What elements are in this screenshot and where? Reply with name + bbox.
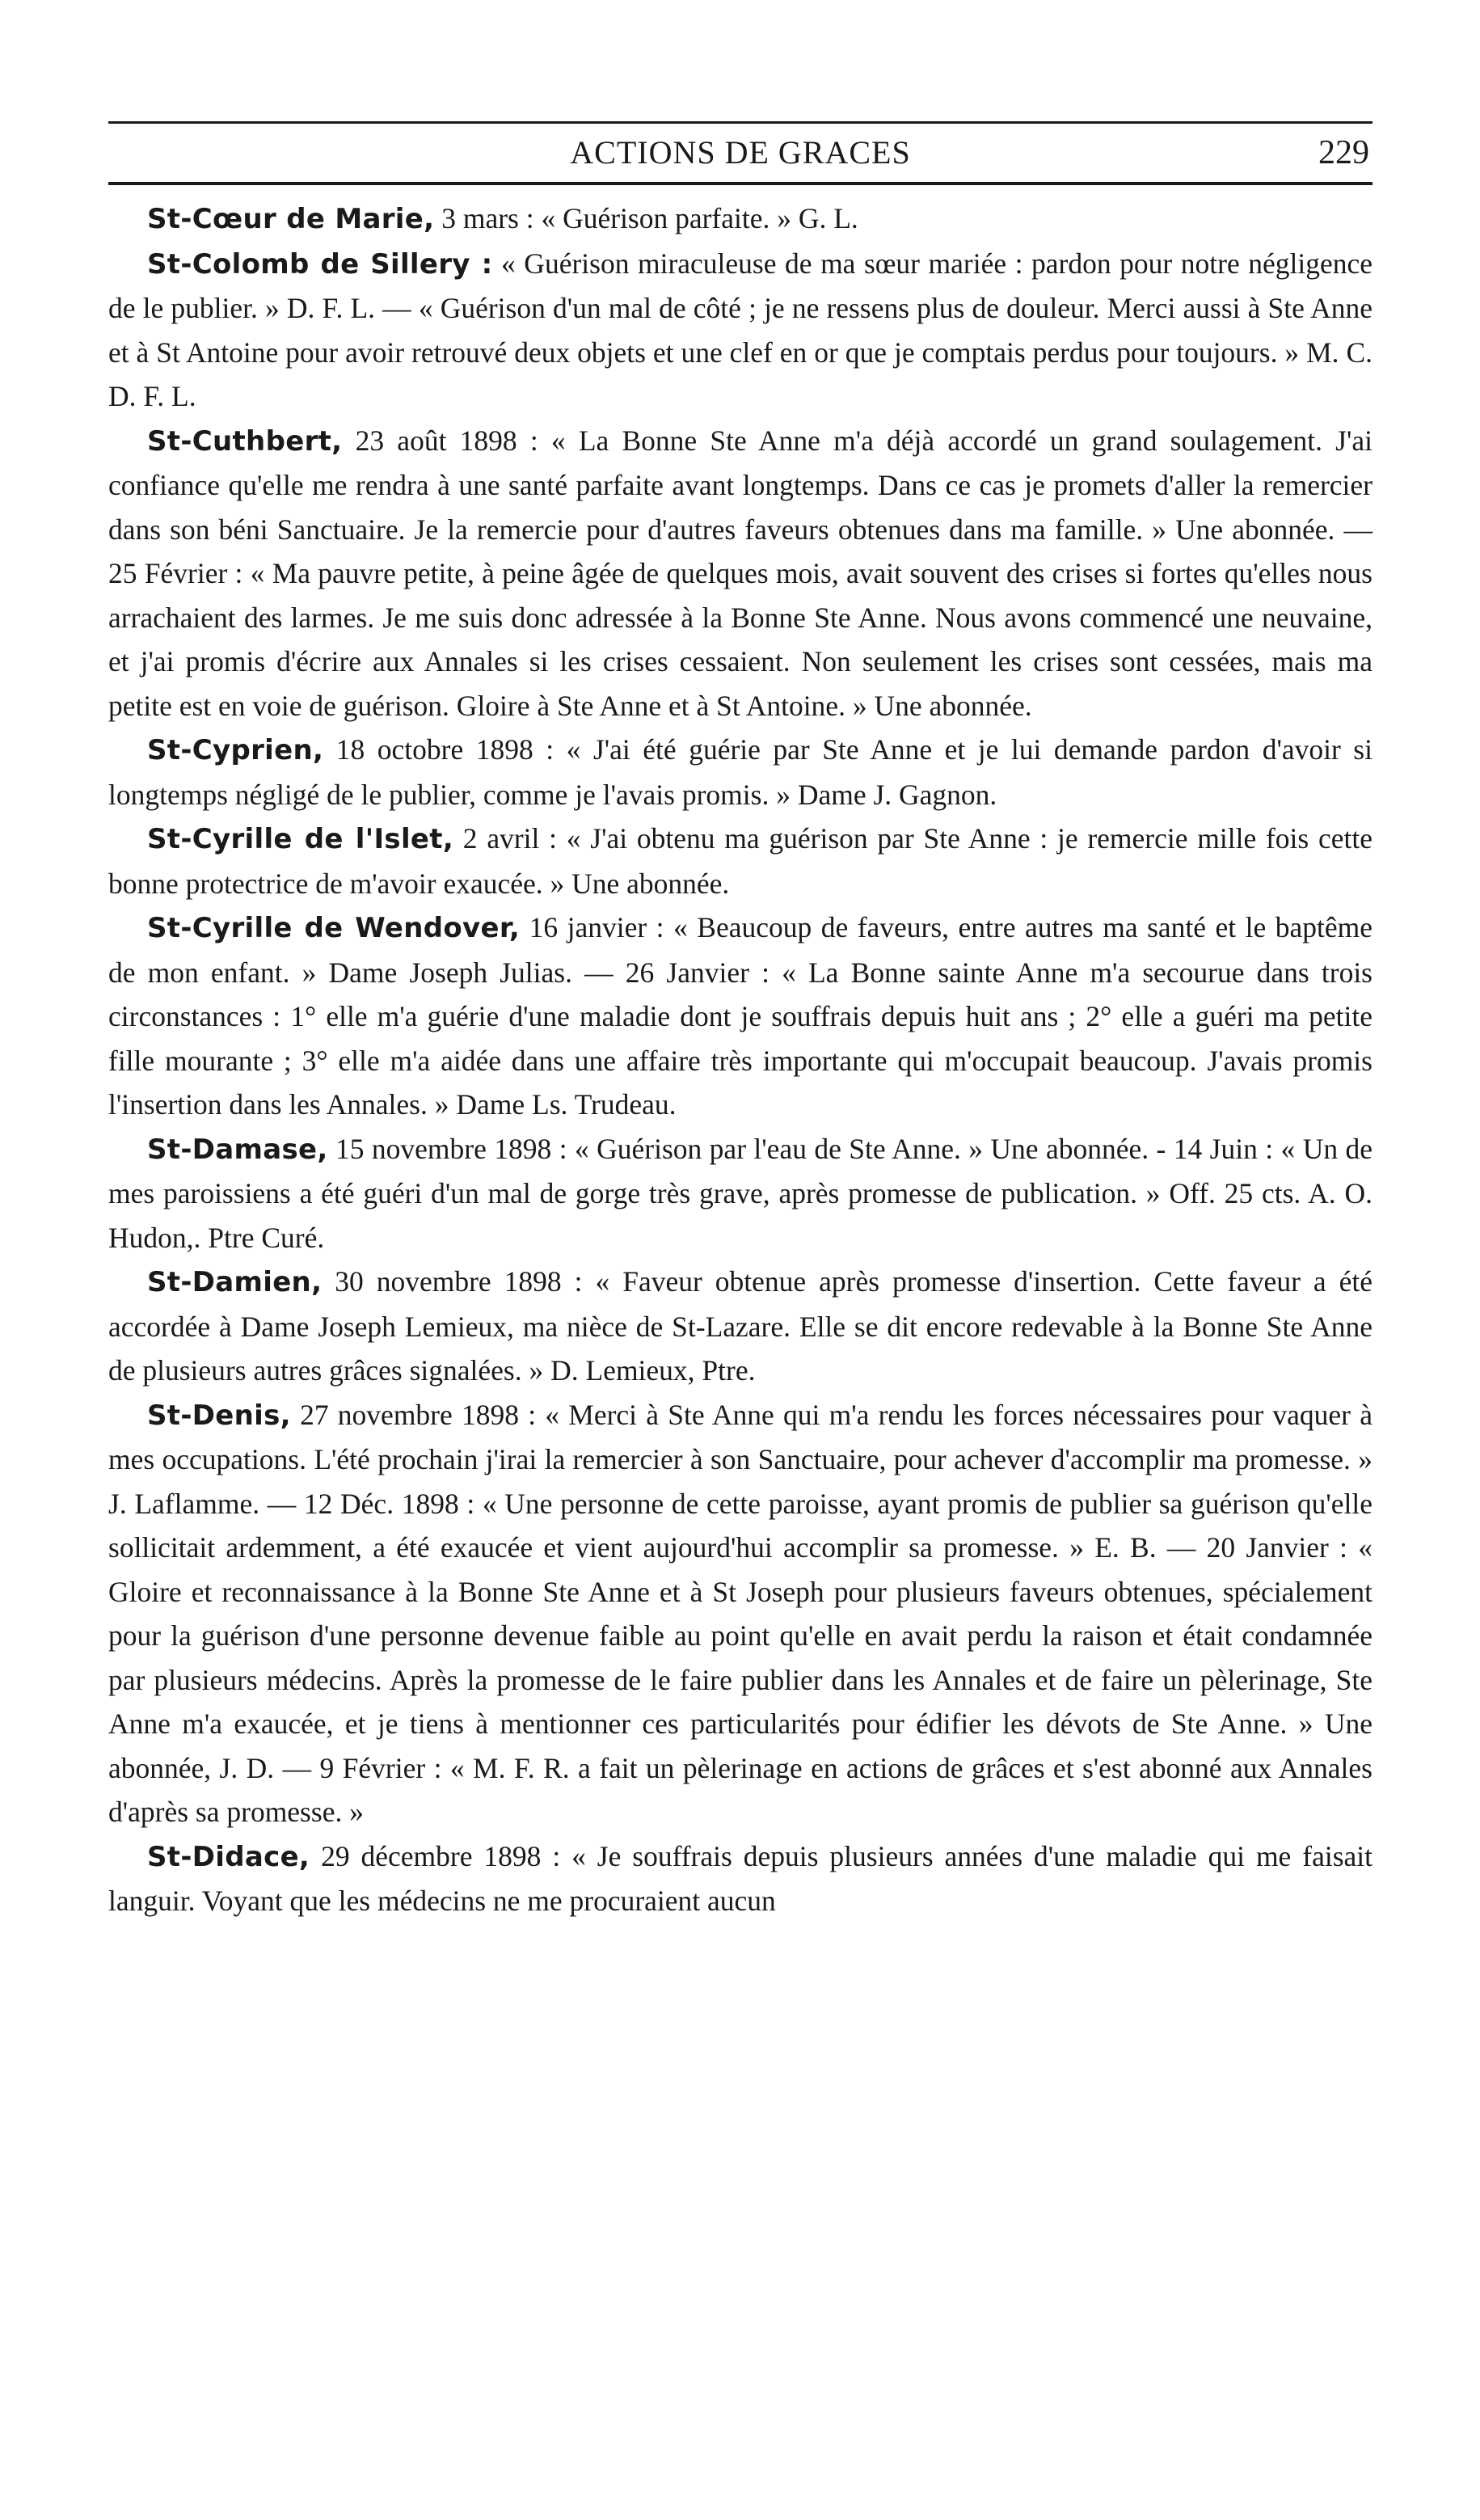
entry-place: St-Cœur de Marie, bbox=[147, 203, 435, 235]
entry-place: St-Damase, bbox=[147, 1133, 328, 1166]
entry-st-colomb-de-sillery bbox=[108, 242, 1372, 419]
entry-place: St-Didace, bbox=[147, 1840, 310, 1873]
entry-st-coeur-de-marie bbox=[108, 196, 1372, 242]
entry-place: St-Cyprien, bbox=[147, 734, 324, 766]
entry-text: 23 août 1898 : « La Bonne Ste Anne m'a déjà accordé un grand soulagement. J'ai confiance qu'elle me rendra à une santé parfaite avant longtemps. Dans ce cas je promets d'aller la remercier dans son béni Sanctuaire. Je la remercie pour d'autres faveurs obtenues dans ma famille. » Une abonnée. — 25 Février : « Ma pauvre petite, à peine âgée de quelques mois, avait souvent des crises si fortes qu'elles nous arrachaient des larmes. Je me suis donc adressée à la Bonne Ste Anne. Nous avons commencé une neuvaine, et j'ai promis d'écrire aux Annales si les crises cessaient. Non seulement les crises sont cessées, mais ma petite est en voie de guérison. Gloire à Ste Anne et à St Antoine. » Une abonnée. bbox=[108, 424, 1372, 722]
entry-text: 27 novembre 1898 : « Merci à Ste Anne qui m'a rendu les forces nécessaires pour vaquer à mes occupations. L'été prochain j'irai la remercier à son Sanctuaire, pour achever d'accomplir ma promesse. » J. Laflamme. — 12 Déc. 1898 : « Une personne de cette paroisse, ayant promis de publier sa guérison qu'elle sollicitait ardemment, a été exaucée et vient aujourd'hui accomplir sa promesse. » E. B. — 20 Janvier : « Gloire et reconnaissance à la Bonne Ste Anne et à St Joseph pour plusieurs faveurs obtenues, spécialement pour la guérison d'une personne devenue faible au point qu'elle en avait perdu la raison et était condamnée par plusieurs médecins. Après la promesse de le faire publier dans les Annales et de faire un pèlerinage, Ste Anne m'a exaucée, et je tiens à mentionner ces particularités pour édifier les dévots de Ste Anne. » Une abonnée, J. D. — 9 Février : « M. F. R. a fait un pèlerinage en actions de grâces et s'est abonné aux Annales d'après sa promesse. » bbox=[108, 1398, 1372, 1828]
entry-st-cyprien bbox=[108, 728, 1372, 817]
entry-place: St-Damien, bbox=[147, 1266, 323, 1298]
entry-text: 16 janvier : « Beaucoup de faveurs, entre autres ma santé et le baptême de mon enfant. » Dame Joseph Julias. — 26 Janvier : « La Bonne sainte Anne m'a secourue dans trois circonstances : 1° elle m'a guérie d'une maladie dont je souffrais depuis huit ans ; 2° elle a guéri ma petite fille mourante ; 3° elle m'a aidée dans une affaire très importante qui m'occupait beaucoup. J'avais promis l'insertion dans les Annales. » Dame Ls. Trudeau. bbox=[108, 911, 1372, 1121]
header-rule-bottom bbox=[108, 182, 1372, 185]
entries-list bbox=[108, 196, 1372, 1923]
entry-place: St-Colomb de Sillery : bbox=[147, 247, 493, 281]
entry-place: St-Cyrille de Wendover, bbox=[147, 912, 521, 944]
entry-place: St-Cuthbert, bbox=[147, 424, 343, 458]
entry-text: « Guérison miraculeuse de ma sœur mariée : pardon pour notre négligence de le publier. » D. F. L. — « Guérison d'un mal de côté ; je ne ressens plus de douleur. Merci aussi à Ste Anne et à St Antoine pour avoir retrouvé deux objets et une clef en or que je comptais perdus pour toujours. » M. C. D. F. L. bbox=[108, 247, 1372, 412]
entry-text: 29 décembre 1898 : « Je souffrais depuis plusieurs années d'une maladie qui me faisait languir. Voyant que les médecins ne me procuraient aucun bbox=[108, 1839, 1372, 1917]
entry-text: 18 octobre 1898 : « J'ai été guérie par Ste Anne et je lui demande pardon d'avoir si longtemps négligé de le publier, comme je l'avais promis. » Dame J. Gagnon. bbox=[108, 733, 1372, 811]
entry-st-damase bbox=[108, 1127, 1372, 1260]
entry-text: 3 mars : « Guérison parfaite. » G. L. bbox=[434, 202, 858, 234]
entry-st-damien bbox=[108, 1260, 1372, 1393]
entry-st-cyrille-de-l-islet bbox=[108, 817, 1372, 905]
entry-st-cyrille-de-wendover bbox=[108, 905, 1372, 1127]
running-title: ACTIONS DE GRACES bbox=[570, 134, 911, 171]
entry-place: St-Denis, bbox=[147, 1399, 291, 1432]
page-number: 229 bbox=[1318, 134, 1369, 171]
entry-st-cuthbert bbox=[108, 419, 1372, 728]
book-page bbox=[108, 121, 1372, 1923]
entry-text: 2 avril : « J'ai obtenu ma guérison par Ste Anne : je remercie mille fois cette bonne protectrice de m'avoir exaucée. » Une abonnée. bbox=[108, 822, 1372, 900]
entry-place: St-Cyrille de l'Islet, bbox=[147, 823, 454, 855]
entry-text: 15 novembre 1898 : « Guérison par l'eau de Ste Anne. » Une abonnée. - 14 Juin : « Un de mes paroissiens a été guéri d'un mal de gorge très grave, après promesse de publication. » Off. 25 cts. A. O. Hudon,. Ptre Curé. bbox=[108, 1132, 1372, 1254]
entry-st-didace bbox=[108, 1834, 1372, 1923]
entry-text: 30 novembre 1898 : « Faveur obtenue après promesse d'insertion. Cette faveur a été accordée à Dame Joseph Lemieux, ma nièce de St-Lazare. Elle se dit encore redevable à la Bonne Ste Anne de plusieurs autres grâces signalées. » D. Lemieux, Ptre. bbox=[108, 1265, 1372, 1387]
entry-st-denis bbox=[108, 1393, 1372, 1834]
page-header bbox=[108, 124, 1372, 182]
